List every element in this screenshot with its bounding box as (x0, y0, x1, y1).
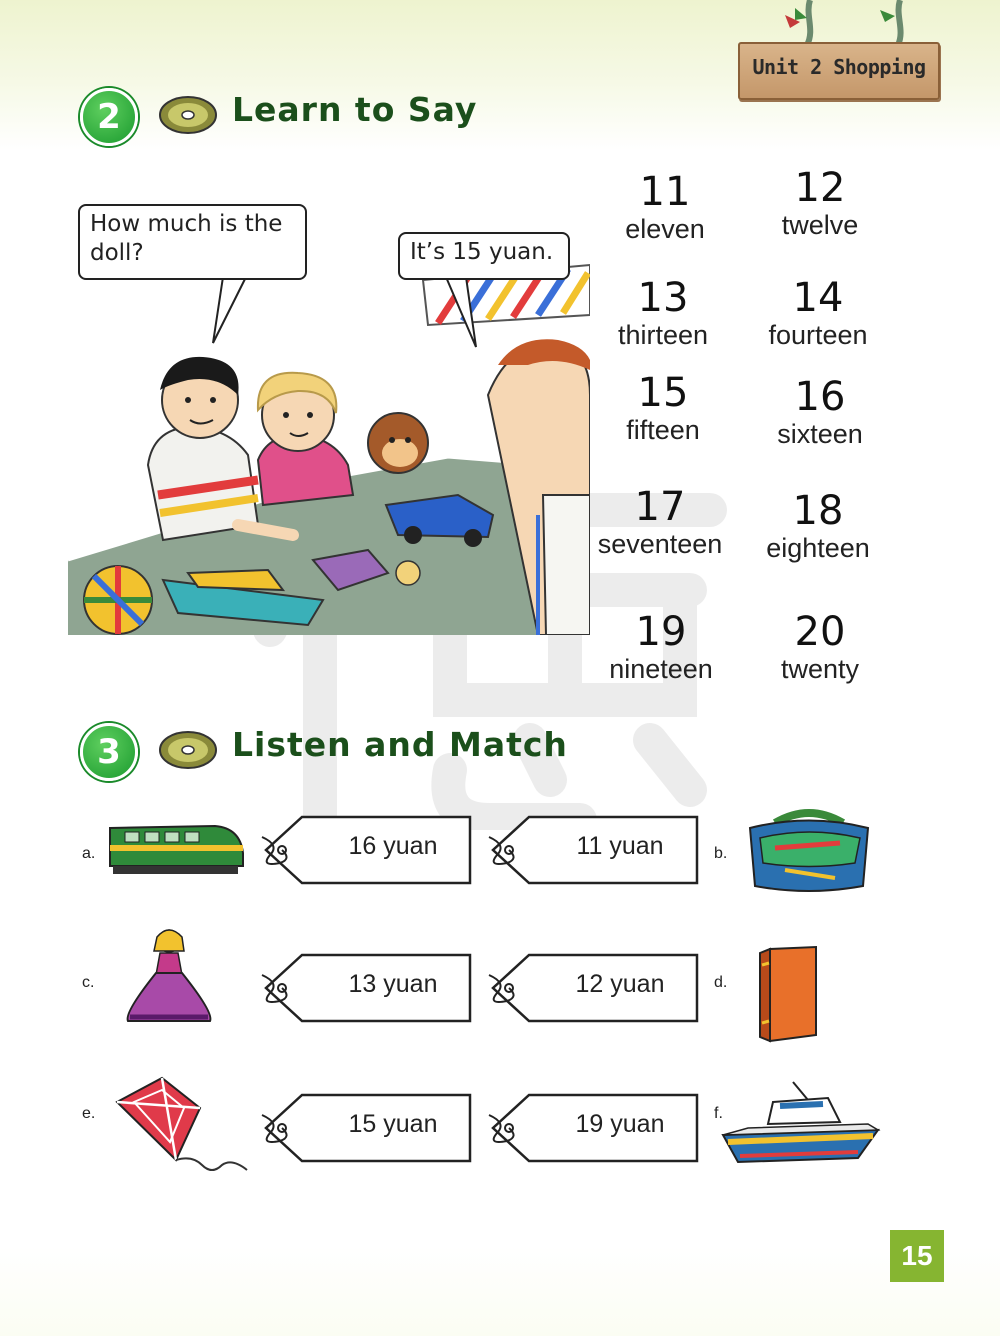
price-label: 12 yuan (575, 970, 665, 998)
number-digit: 20 (794, 609, 846, 655)
price-label: 13 yuan (348, 970, 438, 998)
number-word: sixteen (777, 419, 863, 449)
number-digit: 14 (792, 275, 844, 321)
section-3-badge: 3 (80, 723, 138, 781)
section-2-heading (80, 88, 500, 148)
item-letter-a: a. (82, 845, 96, 862)
item-letter-b: b. (714, 845, 728, 862)
section-3-heading (80, 723, 580, 783)
bag-icon[interactable] (745, 808, 873, 893)
number-digit: 19 (635, 609, 687, 655)
kite-icon[interactable] (112, 1070, 257, 1180)
item-letter-e: e. (82, 1105, 96, 1122)
number-word: fourteen (768, 320, 868, 350)
number-digit: 16 (794, 374, 846, 420)
number-digit: 17 (634, 484, 686, 530)
number-digit: 13 (637, 275, 689, 321)
number-word: seventeen (597, 529, 723, 559)
number-item (588, 276, 738, 350)
question-bubble (78, 204, 307, 280)
number-word: eleven (625, 214, 705, 244)
number-digit: 15 (637, 370, 689, 416)
cd-icon (158, 729, 218, 771)
number-word: fifteen (626, 415, 700, 445)
item-letter-c: c. (82, 974, 95, 991)
price-tag[interactable] (258, 953, 472, 1023)
number-digit: 11 (639, 169, 691, 215)
answer-text: It’s 15 yuan. (410, 239, 554, 265)
unit-title: Unit 2 Shopping (752, 55, 926, 79)
shopping-scene-illustration (68, 195, 590, 635)
price-tag[interactable] (258, 815, 472, 885)
train-icon[interactable] (105, 818, 245, 878)
number-item (745, 375, 895, 449)
book-icon[interactable] (758, 945, 818, 1043)
number-item (586, 610, 736, 684)
price-label: 15 yuan (348, 1110, 438, 1138)
number-item (585, 485, 735, 559)
number-word: twelve (781, 210, 859, 240)
number-item (743, 489, 893, 563)
page-number: 15 (890, 1230, 944, 1282)
number-item (745, 610, 895, 684)
price-label: 11 yuan (576, 832, 664, 860)
item-letter-d: d. (714, 974, 728, 991)
item-letter-f: f. (714, 1105, 723, 1122)
boat-icon[interactable] (718, 1080, 883, 1172)
price-tag[interactable] (485, 1093, 699, 1163)
number-item (743, 276, 893, 350)
number-item (745, 166, 895, 240)
number-digit: 18 (792, 488, 844, 534)
number-word: eighteen (766, 533, 870, 563)
number-word: twenty (780, 654, 860, 684)
price-tag[interactable] (485, 815, 699, 885)
answer-bubble (398, 232, 570, 280)
number-item (588, 371, 738, 445)
footer-background (0, 1246, 1000, 1336)
price-tag[interactable] (485, 953, 699, 1023)
question-text: How much is the doll? (90, 211, 283, 266)
number-digit: 12 (794, 165, 846, 211)
section-2-title: Learn to Say (232, 90, 478, 129)
unit-board (738, 42, 940, 100)
number-word: nineteen (609, 654, 713, 684)
section-2-badge: 2 (80, 88, 138, 146)
price-label: 19 yuan (575, 1110, 665, 1138)
section-3-title: Listen and Match (232, 725, 568, 764)
cd-icon (158, 94, 218, 136)
number-word: thirteen (617, 320, 709, 350)
doll-icon[interactable] (122, 925, 217, 1025)
number-item (590, 170, 740, 244)
price-tag[interactable] (258, 1093, 472, 1163)
price-label: 16 yuan (348, 832, 438, 860)
unit-sign (735, 0, 940, 100)
